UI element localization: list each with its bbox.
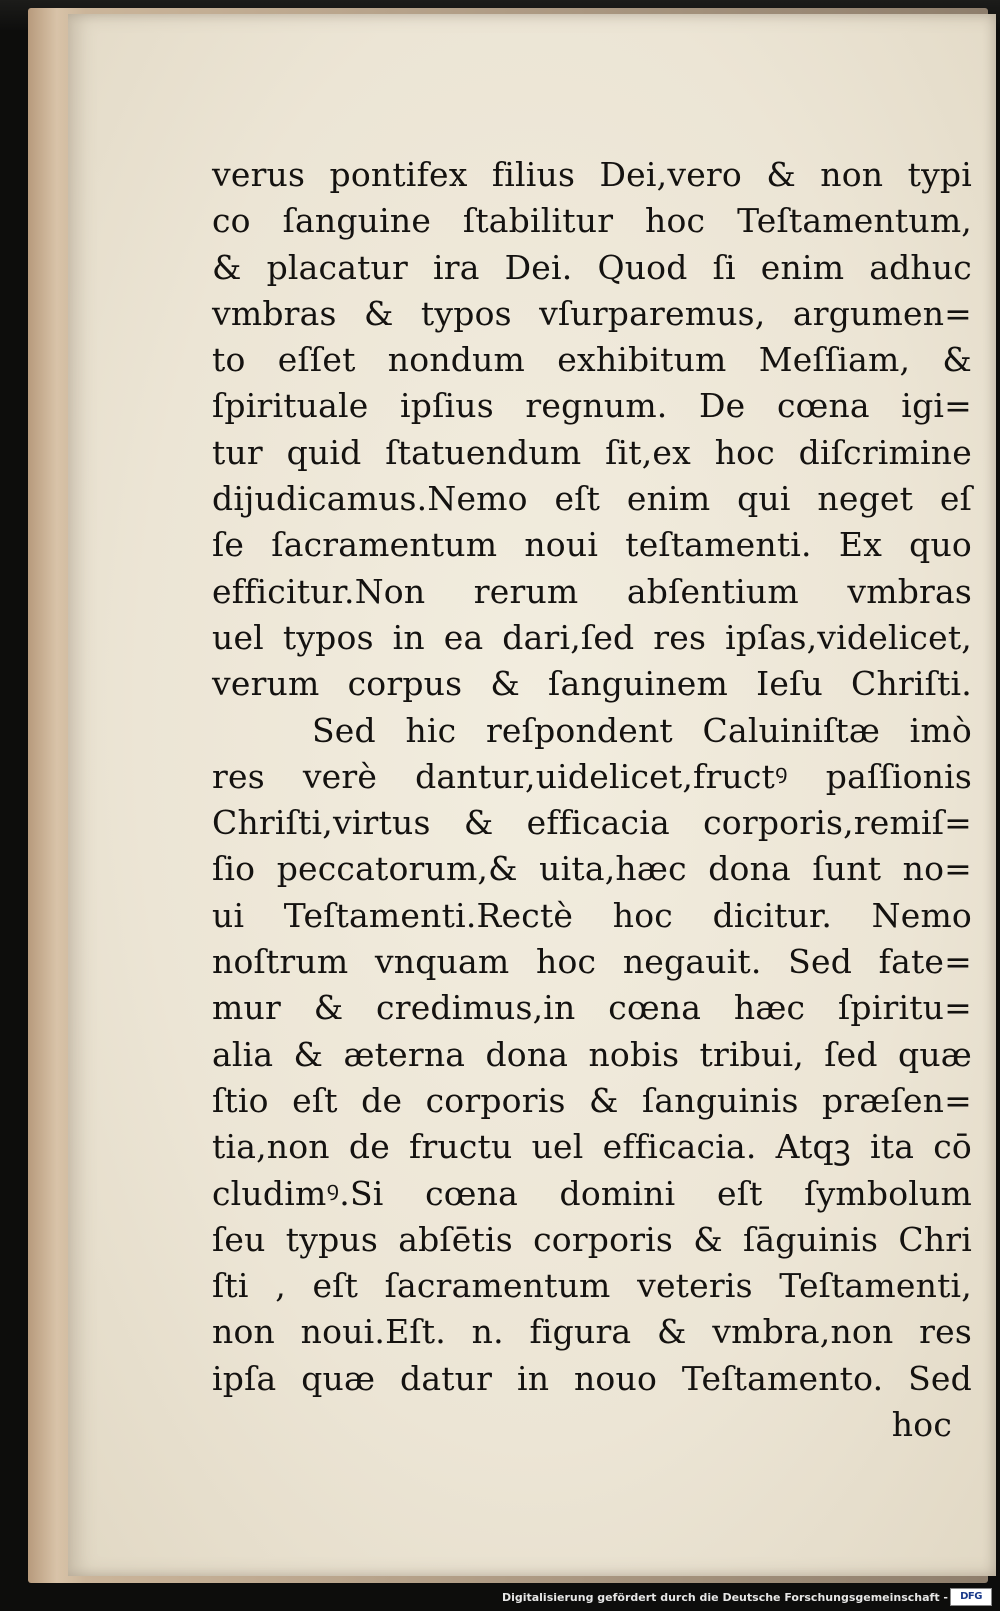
text-line: efficitur.Non rerum abſentium vmbras — [212, 571, 972, 611]
text-line: ſe ſacramentum noui teſtamenti. Ex quo — [212, 525, 972, 565]
text-line: to eſſet nondum exhibitum Meſſiam, & — [212, 340, 972, 380]
text-line: Chriſti,virtus & efficacia corporis,remiſ= — [212, 803, 972, 843]
text-line: verum corpus & ſanguinem Ieſu Chriſti. — [212, 664, 972, 704]
text-line: dijudicamus.Nemo eſt enim qui neget eſ — [212, 479, 972, 519]
text-line: co ſanguine ſtabilitur hoc Teſtamentum, — [212, 201, 972, 241]
text-line: non noui.Eſt. n. figura & vmbra,non res — [212, 1312, 972, 1352]
text-line: ſtio eſt de corporis & ſanguinis præſen= — [212, 1080, 972, 1120]
text-line: ſeu typus abſētis corporis & ſāguinis Chri — [212, 1219, 972, 1259]
text-line: ſpirituale ipſius regnum. De cœna igi= — [212, 386, 972, 426]
text-line: noſtrum vnquam hoc negauit. Sed fate= — [212, 942, 972, 982]
digitization-credit: Digitalisierung gefördert durch die Deutsche Forschungsgemeinschaft - — [501, 1591, 948, 1604]
catchword: hoc — [891, 1405, 952, 1445]
text-line: ſti , eſt ſacramentum veteris Teſtamenti, — [212, 1266, 972, 1306]
dfg-logo-icon: DFG — [950, 1588, 992, 1606]
text-line: & placatur ira Dei. Quod ſi enim adhuc — [212, 247, 972, 287]
scan-footer — [0, 1583, 1000, 1611]
text-line: tur quid ſtatuendum ſit,ex hoc diſcrimine — [212, 432, 972, 472]
text-line: tia,non de fructu uel efficacia. Atqꝫ ita cō — [212, 1127, 972, 1167]
text-line: ipſa quæ datur in nouo Teſtamento. Sed — [212, 1358, 972, 1398]
text-line: ui Teſtamenti.Rectè hoc dicitur. Nemo — [212, 895, 972, 935]
text-line: uel typos in ea dari,ſed res ipſas,videlicet, — [212, 617, 972, 657]
text-line: cludimꝰ.Si cœna domini eſt ſymbolum — [212, 1173, 972, 1213]
text-line: vmbras & typos vſurparemus, argumen= — [212, 293, 972, 333]
text-line: verus pontifex filius Dei,vero & non typi — [212, 155, 972, 194]
text-line: ſio peccatorum,& uita,hæc dona ſunt no= — [212, 849, 972, 889]
page-text — [212, 152, 972, 1448]
text-line: Sed hic reſpondent Caluiniſtæ imò — [312, 710, 972, 750]
text-line: res verè dantur,uidelicet,fructꝰ paſſionis — [212, 756, 972, 796]
text-line: mur & credimus,in cœna hæc ſpiritu= — [212, 988, 972, 1028]
text-line: alia & æterna dona nobis tribui, ſed quæ — [212, 1034, 972, 1074]
